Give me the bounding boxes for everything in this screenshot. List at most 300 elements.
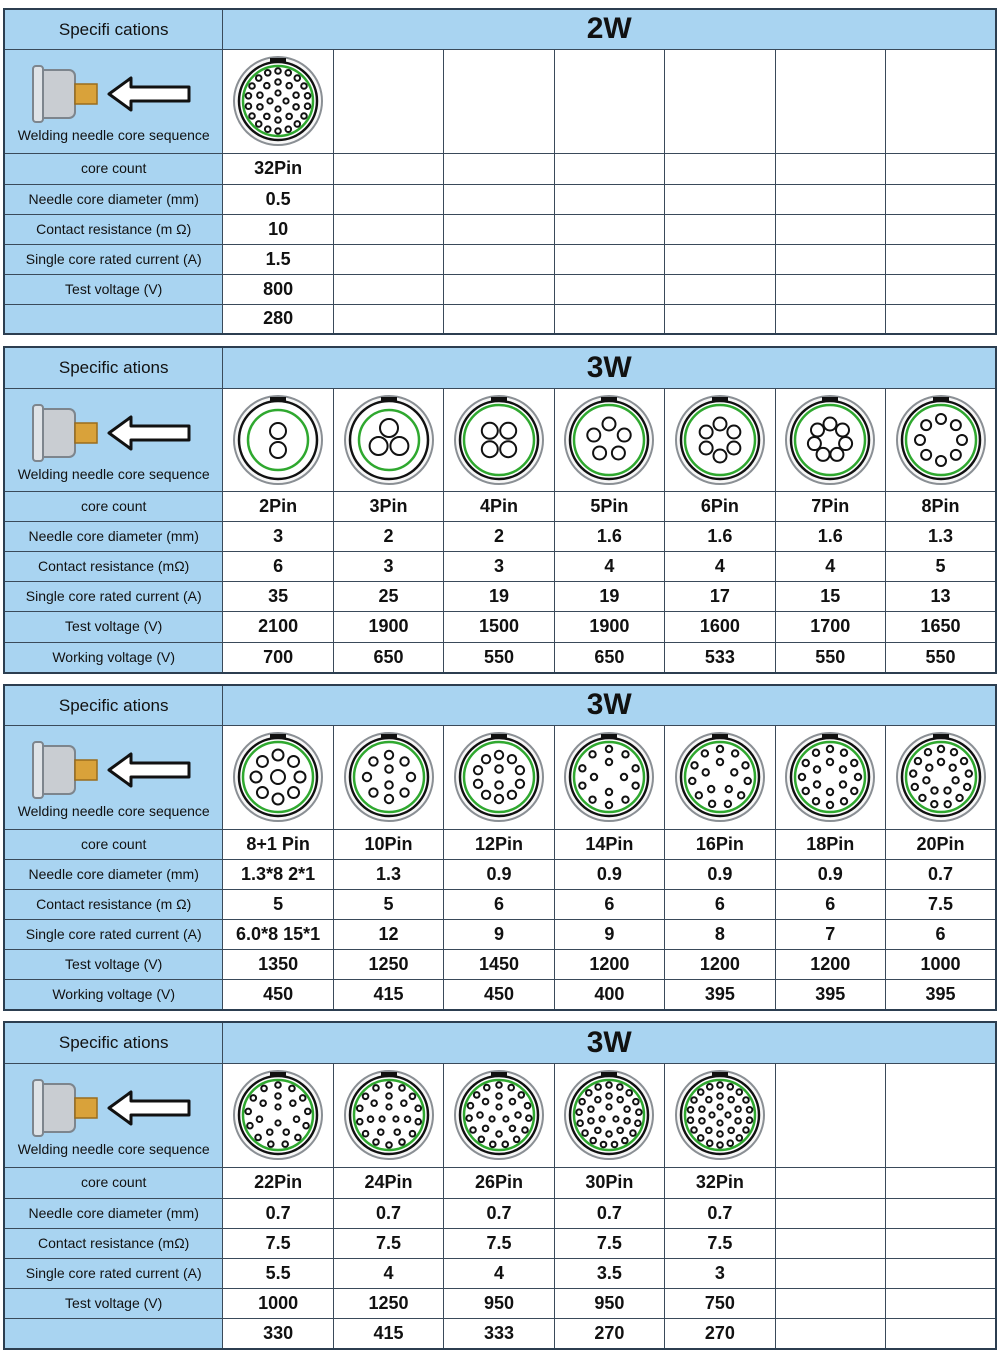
specifications-label: Specifi cations bbox=[4, 9, 223, 49]
8-plus-1-pin-contact-layout-icon bbox=[231, 730, 325, 824]
test-voltage-cell bbox=[333, 274, 443, 304]
row-label: Contact resistance (mΩ) bbox=[4, 551, 223, 581]
test-voltage-cell: 1200 bbox=[775, 949, 885, 979]
header-row bbox=[4, 9, 996, 49]
needle-diameter-cell: 1.6 bbox=[554, 521, 664, 551]
core-count-cell: 26Pin bbox=[444, 1167, 554, 1198]
row-label bbox=[4, 1318, 223, 1349]
rated-current-cell: 7 bbox=[775, 919, 885, 949]
spec-row bbox=[4, 889, 996, 919]
rated-current-cell: 6 bbox=[886, 919, 997, 949]
test-voltage-cell bbox=[665, 274, 775, 304]
rated-current-cell bbox=[886, 1258, 997, 1288]
contact-resistance-cell bbox=[775, 1228, 885, 1258]
working-voltage-cell: 400 bbox=[554, 979, 664, 1010]
needle-diameter-cell: 0.7 bbox=[886, 859, 997, 889]
contact-layout-cell bbox=[444, 725, 554, 829]
test-voltage-cell: 1700 bbox=[775, 611, 885, 642]
contact-layout-cell bbox=[223, 1063, 333, 1167]
contact-resistance-cell: 7.5 bbox=[665, 1228, 775, 1258]
core-count-cell: 5Pin bbox=[554, 491, 664, 521]
5-pin-contact-layout-icon bbox=[562, 393, 656, 487]
test-voltage-cell bbox=[775, 1288, 885, 1318]
plug-illustration bbox=[5, 401, 222, 465]
core-count-cell: 16Pin bbox=[665, 829, 775, 859]
specifications-label: Specific ations bbox=[4, 347, 223, 388]
contact-layout-cell bbox=[333, 49, 443, 153]
needle-diameter-cell bbox=[554, 184, 664, 214]
row-label: Test voltage (V) bbox=[4, 949, 223, 979]
needle-diameter-cell: 2 bbox=[444, 521, 554, 551]
core-count-cell: 7Pin bbox=[775, 491, 885, 521]
row-label: core count bbox=[4, 491, 223, 521]
spec-row bbox=[4, 551, 996, 581]
test-voltage-cell: 1250 bbox=[333, 949, 443, 979]
contact-resistance-cell bbox=[886, 1228, 997, 1258]
spec-row bbox=[4, 1167, 996, 1198]
row-label: Welding needle core sequence bbox=[17, 1141, 210, 1157]
core-count-cell: 24Pin bbox=[333, 1167, 443, 1198]
core-count-cell: 8+1 Pin bbox=[223, 829, 333, 859]
welding-needle-label-cell bbox=[4, 388, 223, 491]
spec-row bbox=[4, 214, 996, 244]
test-voltage-cell bbox=[886, 1288, 997, 1318]
working-voltage-cell: 333 bbox=[444, 1318, 554, 1349]
working-voltage-cell: 450 bbox=[444, 979, 554, 1010]
needle-diameter-cell bbox=[775, 1198, 885, 1228]
row-label: Test voltage (V) bbox=[4, 274, 223, 304]
core-count-cell: 22Pin bbox=[223, 1167, 333, 1198]
row-label: Welding needle core sequence bbox=[17, 803, 210, 819]
contact-layout-cell bbox=[554, 1063, 664, 1167]
core-count-cell bbox=[886, 153, 997, 184]
contact-layout-cell bbox=[886, 49, 997, 153]
connector-plug-icon bbox=[29, 401, 199, 465]
contact-layout-cell bbox=[665, 49, 775, 153]
test-voltage-cell: 800 bbox=[223, 274, 333, 304]
core-count-cell bbox=[775, 153, 885, 184]
rated-current-cell: 15 bbox=[775, 581, 885, 611]
row-label: Welding needle core sequence bbox=[17, 465, 210, 482]
spec-row bbox=[4, 611, 996, 642]
working-voltage-cell: 330 bbox=[223, 1318, 333, 1349]
needle-diameter-cell: 0.5 bbox=[223, 184, 333, 214]
rated-current-cell: 19 bbox=[444, 581, 554, 611]
contact-layout-cell bbox=[444, 49, 554, 153]
12-pin-contact-layout-icon bbox=[452, 730, 546, 824]
core-count-cell: 32Pin bbox=[665, 1167, 775, 1198]
spec-row bbox=[4, 642, 996, 673]
spec-table-4 bbox=[3, 1021, 997, 1350]
7-pin-contact-layout-icon bbox=[783, 393, 877, 487]
needle-diameter-cell bbox=[444, 184, 554, 214]
test-voltage-cell bbox=[554, 274, 664, 304]
welding-needle-label-cell bbox=[4, 1063, 223, 1167]
working-voltage-cell: 270 bbox=[665, 1318, 775, 1349]
spec-row bbox=[4, 1288, 996, 1318]
core-count-cell: 6Pin bbox=[665, 491, 775, 521]
core-count-cell bbox=[665, 153, 775, 184]
spec-row bbox=[4, 491, 996, 521]
working-voltage-cell: 550 bbox=[886, 642, 997, 673]
32-pin-contact-layout-icon bbox=[231, 54, 325, 148]
rated-current-cell: 9 bbox=[444, 919, 554, 949]
spec-row bbox=[4, 949, 996, 979]
contact-layout-cell bbox=[444, 1063, 554, 1167]
test-voltage-cell: 1450 bbox=[444, 949, 554, 979]
test-voltage-cell: 1500 bbox=[444, 611, 554, 642]
row-label: core count bbox=[4, 1167, 223, 1198]
series-title: 3W bbox=[223, 685, 996, 725]
specifications-label: Specific ations bbox=[4, 685, 223, 725]
contact-resistance-cell bbox=[554, 214, 664, 244]
contact-resistance-cell: 3 bbox=[333, 551, 443, 581]
needle-diameter-cell: 0.9 bbox=[775, 859, 885, 889]
16-pin-contact-layout-icon bbox=[673, 730, 767, 824]
row-label: Contact resistance (m Ω) bbox=[4, 889, 223, 919]
row-label: Single core rated current (A) bbox=[4, 581, 223, 611]
working-voltage-cell: 550 bbox=[775, 642, 885, 673]
welding-needle-label-cell bbox=[4, 725, 223, 829]
row-label: Working voltage (V) bbox=[4, 642, 223, 673]
test-voltage-cell: 950 bbox=[554, 1288, 664, 1318]
test-voltage-cell bbox=[775, 274, 885, 304]
spec-row bbox=[4, 829, 996, 859]
contact-layout-cell bbox=[333, 1063, 443, 1167]
contact-resistance-cell bbox=[775, 214, 885, 244]
contact-layout-row bbox=[4, 49, 996, 153]
4-pin-contact-layout-icon bbox=[452, 393, 546, 487]
row-label: Working voltage (V) bbox=[4, 979, 223, 1010]
test-voltage-cell: 2100 bbox=[223, 611, 333, 642]
working-voltage-cell: 270 bbox=[554, 1318, 664, 1349]
contact-layout-row bbox=[4, 388, 996, 491]
test-voltage-cell: 1900 bbox=[554, 611, 664, 642]
needle-diameter-cell: 0.7 bbox=[665, 1198, 775, 1228]
working-voltage-cell bbox=[775, 1318, 885, 1349]
contact-resistance-cell: 4 bbox=[775, 551, 885, 581]
30-pin-contact-layout-icon bbox=[562, 1068, 656, 1162]
contact-layout-cell bbox=[223, 725, 333, 829]
row-label: Needle core diameter (mm) bbox=[4, 1198, 223, 1228]
needle-diameter-cell bbox=[886, 1198, 997, 1228]
needle-diameter-cell: 0.7 bbox=[333, 1198, 443, 1228]
needle-diameter-cell bbox=[333, 184, 443, 214]
contact-layout-cell bbox=[554, 725, 664, 829]
rated-current-cell: 8 bbox=[665, 919, 775, 949]
rated-current-cell: 4 bbox=[333, 1258, 443, 1288]
test-voltage-cell: 1200 bbox=[554, 949, 664, 979]
rated-current-cell: 9 bbox=[554, 919, 664, 949]
contact-resistance-cell: 6 bbox=[554, 889, 664, 919]
rated-current-cell: 6.0*8 15*1 bbox=[223, 919, 333, 949]
row-label: Contact resistance (m Ω) bbox=[4, 214, 223, 244]
working-voltage-cell: 395 bbox=[886, 979, 997, 1010]
connector-plug-icon bbox=[29, 738, 199, 802]
spec-row bbox=[4, 184, 996, 214]
contact-layout-cell bbox=[775, 49, 885, 153]
spec-row bbox=[4, 859, 996, 889]
rated-current-cell bbox=[444, 244, 554, 274]
core-count-cell: 18Pin bbox=[775, 829, 885, 859]
needle-diameter-cell bbox=[775, 184, 885, 214]
spec-table-3 bbox=[3, 684, 997, 1011]
working-voltage-cell: 395 bbox=[775, 979, 885, 1010]
test-voltage-cell bbox=[444, 274, 554, 304]
contact-resistance-cell bbox=[444, 214, 554, 244]
needle-diameter-cell: 0.7 bbox=[554, 1198, 664, 1228]
core-count-cell: 12Pin bbox=[444, 829, 554, 859]
test-voltage-cell: 950 bbox=[444, 1288, 554, 1318]
spec-row bbox=[4, 274, 996, 304]
core-count-cell bbox=[333, 153, 443, 184]
rated-current-cell: 5.5 bbox=[223, 1258, 333, 1288]
core-count-cell bbox=[554, 153, 664, 184]
spec-row bbox=[4, 1318, 996, 1349]
spec-row bbox=[4, 1258, 996, 1288]
core-count-cell: 30Pin bbox=[554, 1167, 664, 1198]
needle-diameter-cell: 0.7 bbox=[223, 1198, 333, 1228]
core-count-cell: 32Pin bbox=[223, 153, 333, 184]
rated-current-cell: 35 bbox=[223, 581, 333, 611]
rated-current-cell: 13 bbox=[886, 581, 997, 611]
row-label: Single core rated current (A) bbox=[4, 919, 223, 949]
row-label: Needle core diameter (mm) bbox=[4, 184, 223, 214]
working-voltage-cell: 533 bbox=[665, 642, 775, 673]
core-count-cell: 8Pin bbox=[886, 491, 997, 521]
spec-row bbox=[4, 304, 996, 334]
row-label: Test voltage (V) bbox=[4, 611, 223, 642]
contact-resistance-cell: 6 bbox=[665, 889, 775, 919]
needle-diameter-cell: 1.6 bbox=[665, 521, 775, 551]
row-label: Single core rated current (A) bbox=[4, 1258, 223, 1288]
needle-diameter-cell bbox=[886, 184, 997, 214]
test-voltage-cell: 1350 bbox=[223, 949, 333, 979]
working-voltage-cell bbox=[775, 304, 885, 334]
working-voltage-cell: 650 bbox=[554, 642, 664, 673]
spec-table-2 bbox=[3, 346, 997, 674]
contact-resistance-cell: 6 bbox=[775, 889, 885, 919]
working-voltage-cell: 280 bbox=[223, 304, 333, 334]
connector-plug-icon bbox=[29, 1076, 199, 1140]
contact-layout-cell bbox=[333, 388, 443, 491]
contact-resistance-cell: 4 bbox=[554, 551, 664, 581]
needle-diameter-cell: 1.3*8 2*1 bbox=[223, 859, 333, 889]
contact-resistance-cell: 7.5 bbox=[444, 1228, 554, 1258]
contact-layout-cell bbox=[886, 1063, 997, 1167]
rated-current-cell bbox=[665, 244, 775, 274]
contact-resistance-cell bbox=[886, 214, 997, 244]
test-voltage-cell: 1000 bbox=[886, 949, 997, 979]
contact-layout-row bbox=[4, 1063, 996, 1167]
spec-row bbox=[4, 919, 996, 949]
contact-resistance-cell: 5 bbox=[886, 551, 997, 581]
core-count-cell: 14Pin bbox=[554, 829, 664, 859]
working-voltage-cell: 450 bbox=[223, 979, 333, 1010]
needle-diameter-cell: 0.9 bbox=[554, 859, 664, 889]
test-voltage-cell: 1200 bbox=[665, 949, 775, 979]
working-voltage-cell bbox=[886, 1318, 997, 1349]
contact-layout-cell bbox=[665, 725, 775, 829]
rated-current-cell: 1.5 bbox=[223, 244, 333, 274]
needle-diameter-cell: 1.6 bbox=[775, 521, 885, 551]
contact-resistance-cell: 7.5 bbox=[886, 889, 997, 919]
2-pin-contact-layout-icon bbox=[231, 393, 325, 487]
working-voltage-cell: 415 bbox=[333, 979, 443, 1010]
series-title: 2W bbox=[223, 9, 996, 49]
working-voltage-cell: 395 bbox=[665, 979, 775, 1010]
plug-illustration bbox=[5, 1076, 222, 1140]
contact-layout-cell bbox=[444, 388, 554, 491]
8-pin-contact-layout-icon bbox=[894, 393, 988, 487]
core-count-cell bbox=[886, 1167, 997, 1198]
contact-resistance-cell: 7.5 bbox=[554, 1228, 664, 1258]
core-count-cell bbox=[775, 1167, 885, 1198]
working-voltage-cell: 415 bbox=[333, 1318, 443, 1349]
core-count-cell: 2Pin bbox=[223, 491, 333, 521]
test-voltage-cell: 1650 bbox=[886, 611, 997, 642]
22-pin-contact-layout-icon bbox=[231, 1068, 325, 1162]
working-voltage-cell bbox=[444, 304, 554, 334]
contact-layout-cell bbox=[223, 388, 333, 491]
needle-diameter-cell: 1.3 bbox=[886, 521, 997, 551]
rated-current-cell bbox=[554, 244, 664, 274]
rated-current-cell bbox=[333, 244, 443, 274]
needle-diameter-cell: 2 bbox=[333, 521, 443, 551]
contact-layout-cell bbox=[333, 725, 443, 829]
needle-diameter-cell: 1.3 bbox=[333, 859, 443, 889]
contact-resistance-cell: 5 bbox=[333, 889, 443, 919]
contact-resistance-cell: 7.5 bbox=[333, 1228, 443, 1258]
test-voltage-cell: 1900 bbox=[333, 611, 443, 642]
20-pin-contact-layout-icon bbox=[894, 730, 988, 824]
3-pin-contact-layout-icon bbox=[342, 393, 436, 487]
rated-current-cell bbox=[775, 1258, 885, 1288]
6-pin-contact-layout-icon bbox=[673, 393, 767, 487]
series-title: 3W bbox=[223, 347, 996, 388]
header-row bbox=[4, 1022, 996, 1063]
rated-current-cell: 3 bbox=[665, 1258, 775, 1288]
spec-row bbox=[4, 1228, 996, 1258]
14-pin-contact-layout-icon bbox=[562, 730, 656, 824]
plug-illustration bbox=[5, 738, 222, 802]
contact-layout-cell bbox=[775, 1063, 885, 1167]
rated-current-cell: 4 bbox=[444, 1258, 554, 1288]
core-count-cell: 10Pin bbox=[333, 829, 443, 859]
needle-diameter-cell bbox=[665, 184, 775, 214]
contact-layout-cell bbox=[886, 725, 997, 829]
test-voltage-cell: 750 bbox=[665, 1288, 775, 1318]
contact-layout-row bbox=[4, 725, 996, 829]
row-label: Needle core diameter (mm) bbox=[4, 521, 223, 551]
rated-current-cell bbox=[775, 244, 885, 274]
contact-layout-cell bbox=[775, 725, 885, 829]
26-pin-contact-layout-icon bbox=[452, 1068, 546, 1162]
rated-current-cell: 19 bbox=[554, 581, 664, 611]
contact-layout-cell bbox=[886, 388, 997, 491]
test-voltage-cell: 1000 bbox=[223, 1288, 333, 1318]
spec-row bbox=[4, 244, 996, 274]
working-voltage-cell: 700 bbox=[223, 642, 333, 673]
core-count-cell: 20Pin bbox=[886, 829, 997, 859]
working-voltage-cell bbox=[333, 304, 443, 334]
contact-layout-cell bbox=[665, 388, 775, 491]
header-row bbox=[4, 685, 996, 725]
18-pin-contact-layout-icon bbox=[783, 730, 877, 824]
needle-diameter-cell: 3 bbox=[223, 521, 333, 551]
spec-row bbox=[4, 1198, 996, 1228]
contact-resistance-cell bbox=[333, 214, 443, 244]
contact-layout-cell bbox=[554, 49, 664, 153]
core-count-cell: 4Pin bbox=[444, 491, 554, 521]
contact-layout-cell bbox=[775, 388, 885, 491]
32-pin-contact-layout-icon bbox=[673, 1068, 767, 1162]
welding-needle-label-cell bbox=[4, 49, 223, 153]
contact-resistance-cell bbox=[665, 214, 775, 244]
rated-current-cell: 25 bbox=[333, 581, 443, 611]
core-count-cell bbox=[444, 153, 554, 184]
contact-resistance-cell: 4 bbox=[665, 551, 775, 581]
needle-diameter-cell: 0.9 bbox=[665, 859, 775, 889]
rated-current-cell: 17 bbox=[665, 581, 775, 611]
spec-table-1 bbox=[3, 8, 997, 335]
row-label: core count bbox=[4, 829, 223, 859]
contact-resistance-cell: 7.5 bbox=[223, 1228, 333, 1258]
rated-current-cell bbox=[886, 244, 997, 274]
spec-row bbox=[4, 979, 996, 1010]
spec-row bbox=[4, 153, 996, 184]
row-label: Welding needle core sequence bbox=[17, 127, 210, 143]
plug-illustration bbox=[5, 62, 222, 126]
row-label: core count bbox=[4, 153, 223, 184]
row-label: Test voltage (V) bbox=[4, 1288, 223, 1318]
series-title: 3W bbox=[223, 1022, 996, 1063]
specifications-label: Specific ations bbox=[4, 1022, 223, 1063]
contact-resistance-cell: 3 bbox=[444, 551, 554, 581]
contact-resistance-cell: 5 bbox=[223, 889, 333, 919]
row-label: Single core rated current (A) bbox=[4, 244, 223, 274]
row-label bbox=[4, 304, 223, 334]
contact-layout-cell bbox=[554, 388, 664, 491]
core-count-cell: 3Pin bbox=[333, 491, 443, 521]
working-voltage-cell: 550 bbox=[444, 642, 554, 673]
rated-current-cell: 3.5 bbox=[554, 1258, 664, 1288]
working-voltage-cell bbox=[665, 304, 775, 334]
rated-current-cell: 12 bbox=[333, 919, 443, 949]
needle-diameter-cell: 0.7 bbox=[444, 1198, 554, 1228]
connector-plug-icon bbox=[29, 62, 199, 126]
test-voltage-cell: 1250 bbox=[333, 1288, 443, 1318]
contact-resistance-cell: 10 bbox=[223, 214, 333, 244]
contact-layout-cell bbox=[665, 1063, 775, 1167]
spec-row bbox=[4, 581, 996, 611]
contact-resistance-cell: 6 bbox=[223, 551, 333, 581]
test-voltage-cell: 1600 bbox=[665, 611, 775, 642]
contact-layout-cell bbox=[223, 49, 333, 153]
working-voltage-cell: 650 bbox=[333, 642, 443, 673]
spec-row bbox=[4, 521, 996, 551]
working-voltage-cell bbox=[886, 304, 997, 334]
header-row bbox=[4, 347, 996, 388]
contact-resistance-cell: 6 bbox=[444, 889, 554, 919]
working-voltage-cell bbox=[554, 304, 664, 334]
10-pin-contact-layout-icon bbox=[342, 730, 436, 824]
24-pin-contact-layout-icon bbox=[342, 1068, 436, 1162]
test-voltage-cell bbox=[886, 274, 997, 304]
row-label: Contact resistance (mΩ) bbox=[4, 1228, 223, 1258]
needle-diameter-cell: 0.9 bbox=[444, 859, 554, 889]
row-label: Needle core diameter (mm) bbox=[4, 859, 223, 889]
